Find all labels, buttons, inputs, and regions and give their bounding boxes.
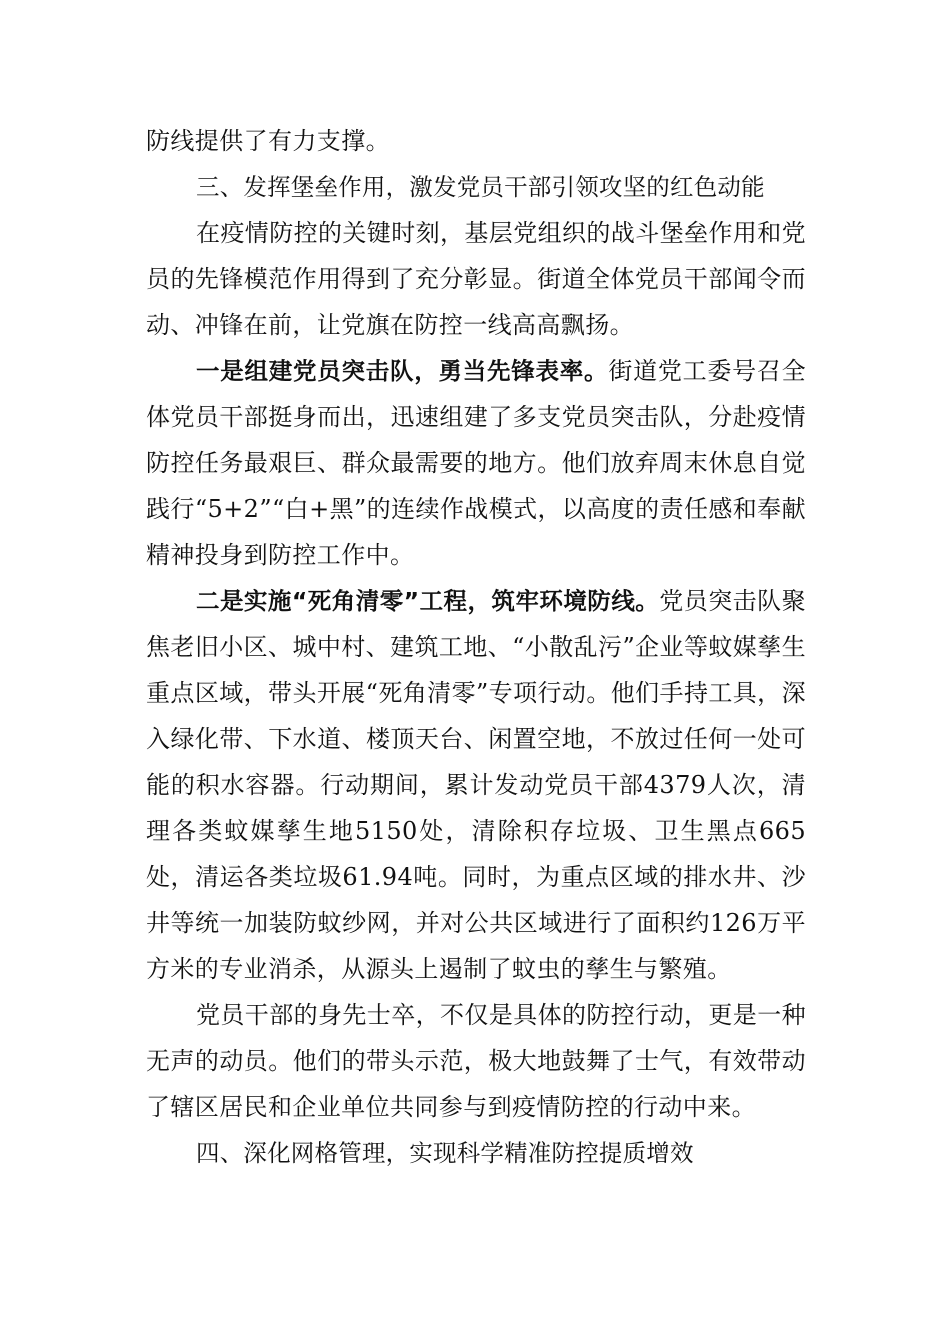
item-2-body: 党员突击队聚焦老旧小区、城中村、建筑工地、“小散乱污”企业等蚊媒孳生重点区域，带头开展“死角清零”专项行动。他们手持工具，深入绿化带、下水道、楼顶天台、闲置空地，不放过任何一处可能的积水容器。行动期间，累计发动党员干部4379人次，清理各类蚊媒孳生地5150处，清除积存垃圾、卫生黑点665处，清运各类垃圾61.94吨。同时，为重点区域的排水井、沙井等统一加装防蚊纱网，并对公共区域进行了面积约126万平方米的专业消杀，从源头上遏制了蚊虫的孳生与繁殖。 bbox=[146, 587, 807, 983]
section-heading-4: 四、深化网格管理，实现科学精准防控提质增效 bbox=[196, 1139, 694, 1167]
paragraph-item-1 bbox=[146, 348, 806, 578]
section-heading-3: 三、发挥堡垒作用，激发党员干部引领攻坚的红色动能 bbox=[196, 173, 765, 201]
paragraph-summary: 党员干部的身先士卒，不仅是具体的防控行动，更是一种无声的动员。他们的带头示范，极大地鼓舞了士气，有效带动了辖区居民和企业单位共同参与到疫情防控的行动中来。 bbox=[146, 1001, 806, 1121]
paragraph-continuation: 防线提供了有力支撑。 bbox=[146, 127, 390, 155]
paragraph-item-2 bbox=[146, 578, 806, 992]
paragraph-intro: 在疫情防控的关键时刻，基层党组织的战斗堡垒作用和党员的先锋模范作用得到了充分彰显。街道全体党员干部闻令而动、冲锋在前，让党旗在防控一线高高飘扬。 bbox=[146, 219, 806, 339]
item-2-lead: 二是实施“死角清零”工程，筑牢环境防线。 bbox=[196, 587, 660, 615]
item-1-lead: 一是组建党员突击队，勇当先锋表率。 bbox=[196, 357, 609, 385]
document-body bbox=[146, 118, 806, 1176]
item-1-body: 街道党工委号召全体党员干部挺身而出，迅速组建了多支党员突击队，分赴疫情防控任务最艰巨、群众最需要的地方。他们放弃周末休息自觉践行“5+2”“白+黑”的连续作战模式，以高度的责任感和奉献精神投身到防控工作中。 bbox=[146, 357, 806, 569]
